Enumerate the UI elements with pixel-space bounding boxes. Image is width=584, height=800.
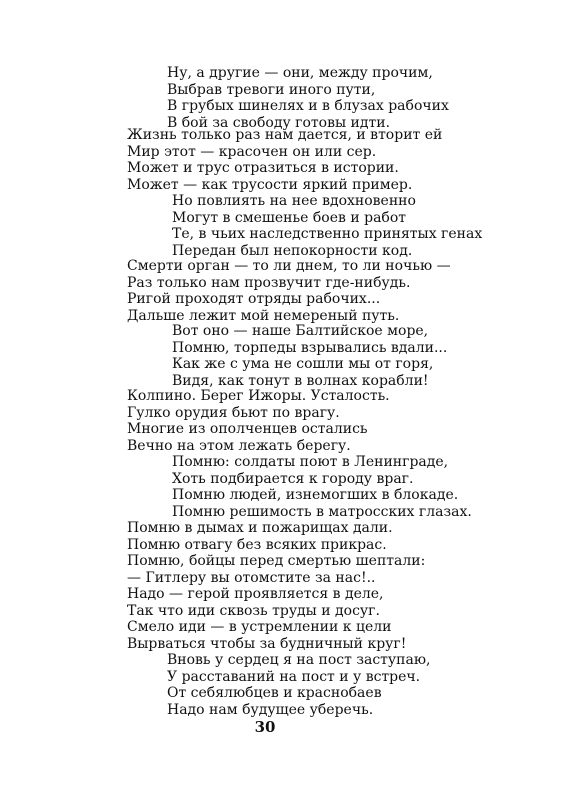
verse-line: В бой за свободу готовы идти. xyxy=(167,114,391,131)
verse-line: Помню, бойцы перед смертью шептали: xyxy=(127,553,426,569)
stanza-4 xyxy=(127,258,451,324)
verse-line: Помню, торпеды взрывались вдали... xyxy=(172,339,448,356)
verse-line: В грубых шинелях и в блузах рабочих xyxy=(167,98,449,114)
verse-line: Вырваться чтобы за будничный круг! xyxy=(127,635,407,652)
verse-line: Жизнь только раз нам дается, и вторит ей xyxy=(127,127,443,143)
stanza-5 xyxy=(172,323,447,389)
verse-line: Ну, а другие — они, между прочим, xyxy=(167,65,433,81)
verse-line: У расставаний на пост и у встреч. xyxy=(167,668,421,685)
verse-line: Надо — герой проявляется в деле, xyxy=(127,586,384,602)
stanza-3 xyxy=(172,193,482,259)
verse-line: Смерти орган — то ли днем, то ли ночью — xyxy=(127,258,451,274)
stanza-10 xyxy=(167,652,430,718)
verse-line: Смело иди — в устремлении к цели xyxy=(127,619,392,635)
stanza-2 xyxy=(127,127,442,193)
verse-line: Так что иди сквозь труды и досуг. xyxy=(127,602,380,619)
verse-line: Мир этот — красочен он или сер. xyxy=(127,143,377,160)
verse-line: Помню людей, изнемогших в блокаде. xyxy=(172,487,459,503)
stanza-1 xyxy=(167,65,449,131)
verse-line: Хоть подбирается к городу враг. xyxy=(172,470,414,487)
page-number: 30 xyxy=(254,718,276,736)
verse-line: Помню: солдаты поют в Ленинграде, xyxy=(172,454,449,470)
verse-line: Могут в смешенье боев и работ xyxy=(172,209,407,226)
verse-line: От себялюбцев и краснобаев xyxy=(167,685,382,701)
verse-line: Может — как трусости яркий пример. xyxy=(127,176,413,193)
verse-line: Помню в дымах и пожарищах дали. xyxy=(127,520,393,536)
verse-line: Помню отвагу без всяких прикрас. xyxy=(127,536,387,553)
verse-line: Помню решимость в матросских глазах. xyxy=(172,503,472,520)
verse-line: Ригой проходят отряды рабочих... xyxy=(127,291,381,307)
stanza-6 xyxy=(127,388,390,454)
verse-line: — Гитлеру вы отомстите за нас!.. xyxy=(127,569,376,586)
verse-line: Видя, как тонут в волнах корабли! xyxy=(172,372,429,389)
verse-line: Надо нам будущее уберечь. xyxy=(167,701,374,718)
verse-line: Передан был непокорности код. xyxy=(172,242,413,259)
verse-line: Многие из ополченцев остались xyxy=(127,421,368,437)
stanza-8 xyxy=(127,520,425,586)
verse-line: Гулко орудия бьют по врагу. xyxy=(127,404,340,421)
verse-line: Но повлиять на нее вдохновенно xyxy=(172,193,416,209)
stanza-9 xyxy=(127,586,406,652)
verse-line: Вечно на этом лежать берегу. xyxy=(127,437,351,454)
verse-line: Вот оно — наше Балтийское море, xyxy=(172,323,429,339)
verse-line: Дальше лежит мой немереный путь. xyxy=(127,307,400,324)
verse-line: Вновь у сердец я на пост заступаю, xyxy=(167,652,431,668)
verse-line: Может и трус отразиться в истории. xyxy=(127,160,399,176)
verse-line: Те, в чьих наследственно принятых генах xyxy=(172,226,483,242)
verse-line: Как же с ума не сошли мы от горя, xyxy=(172,356,434,372)
stanza-7 xyxy=(172,454,472,520)
verse-line: Выбрав тревоги иного пути, xyxy=(167,81,376,98)
verse-line: Колпино. Берег Ижоры. Усталость. xyxy=(127,388,390,404)
verse-line: Раз только нам прозвучит где-нибудь. xyxy=(127,274,411,291)
